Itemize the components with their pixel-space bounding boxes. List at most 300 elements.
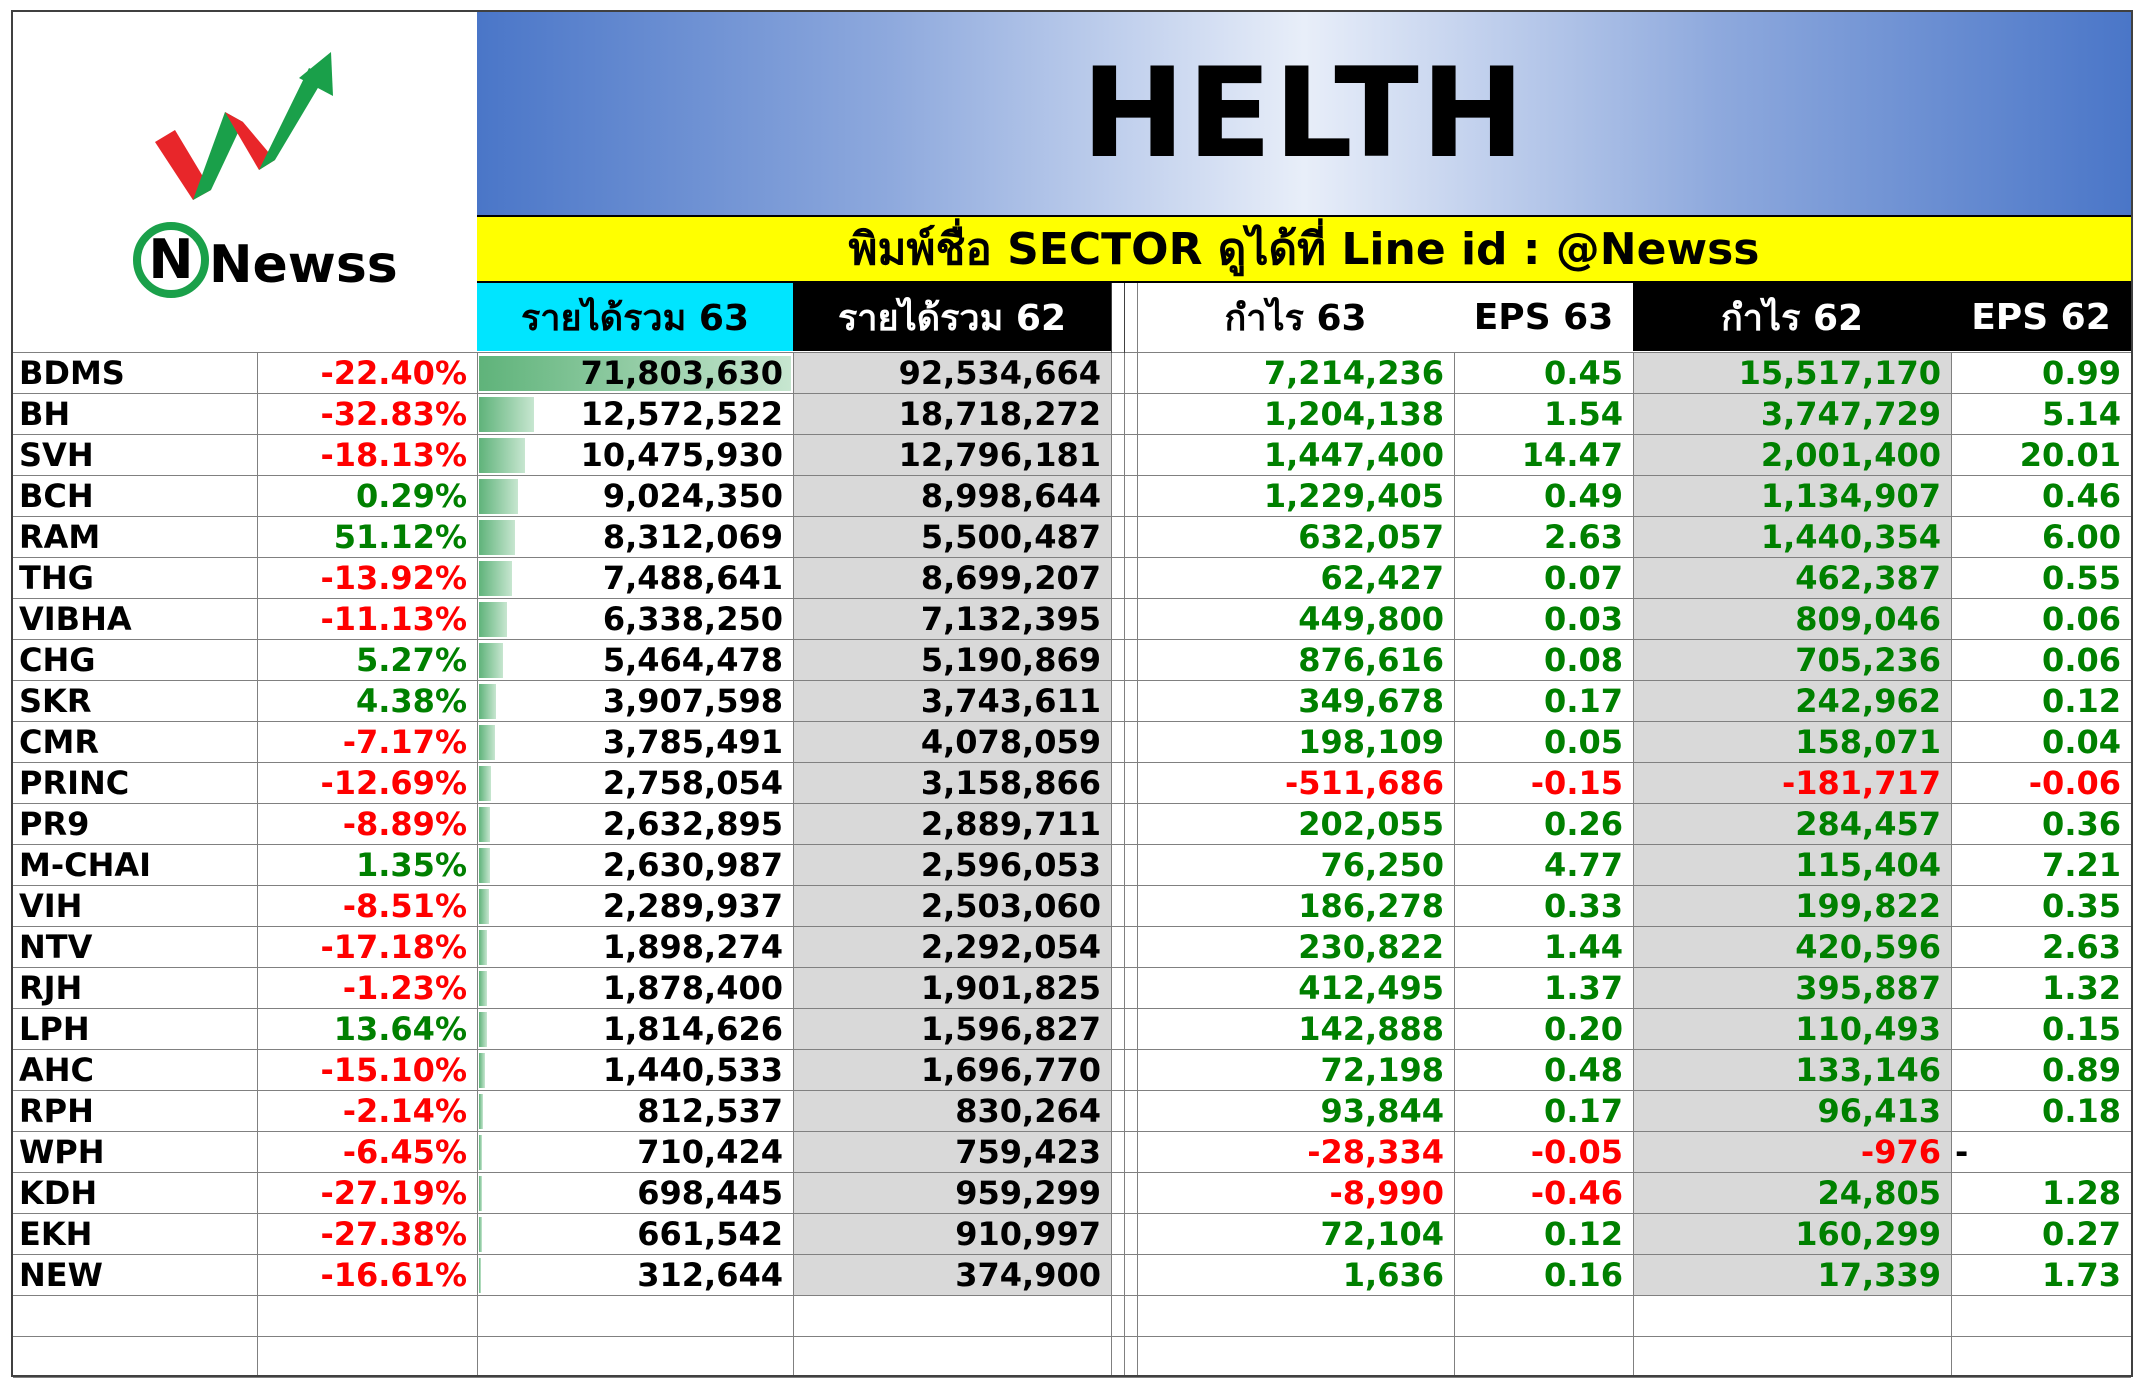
header-revenue-62: รายได้รวม 62	[793, 283, 1111, 351]
cell-rev63	[477, 476, 793, 517]
cell-eps63-value: 1.54	[1544, 395, 1623, 433]
cell-ticker	[13, 804, 257, 845]
grid-line-horizontal	[13, 393, 2131, 394]
cell-change	[257, 1009, 477, 1050]
cell-change	[257, 968, 477, 1009]
cell-eps63-value: 0.12	[1544, 1215, 1623, 1253]
cell-change	[257, 845, 477, 886]
cell-rev62-value: 8,998,644	[920, 477, 1101, 515]
cell-rev62-value: 7,132,395	[920, 600, 1101, 638]
cell-rev62-value: 3,158,866	[920, 764, 1101, 802]
cell-change-value: -11.13%	[320, 600, 467, 638]
cell-eps63-value: 4.77	[1544, 846, 1623, 884]
revenue-data-bar	[479, 479, 518, 514]
revenue-data-bar	[479, 889, 489, 924]
header-eps-62: EPS 62	[1951, 283, 2131, 351]
cell-ticker	[13, 1132, 257, 1173]
cell-rev63-value: 12,572,522	[580, 395, 783, 433]
cell-profit62-value: 158,071	[1795, 723, 1941, 761]
grid-line-horizontal	[13, 1172, 2131, 1173]
cell-rev62-value: 5,190,869	[920, 641, 1101, 679]
cell-profit63	[1137, 722, 1454, 763]
cell-profit62-value: 160,299	[1795, 1215, 1941, 1253]
cell-eps62	[1951, 1214, 2131, 1255]
subtitle-text: พิมพ์ชื่อ SECTOR ดูได้ที่ Line id : @Newss	[848, 224, 1760, 275]
cell-rev62	[793, 394, 1111, 435]
revenue-data-bar	[479, 930, 487, 965]
cell-ticker	[13, 640, 257, 681]
grid-line-horizontal	[13, 1254, 2131, 1255]
table-row	[13, 1009, 2131, 1050]
cell-profit63	[1137, 599, 1454, 640]
grid-line-horizontal	[13, 352, 2131, 353]
grid-line-vertical	[1454, 353, 1455, 1377]
cell-change-value: -13.92%	[320, 559, 467, 597]
cell-profit63	[1137, 476, 1454, 517]
cell-rev63	[477, 1009, 793, 1050]
cell-change	[257, 517, 477, 558]
cell-rev62	[793, 804, 1111, 845]
cell-change	[257, 804, 477, 845]
cell-ticker	[13, 1091, 257, 1132]
cell-change-value: 5.27%	[355, 641, 467, 679]
revenue-data-bar	[479, 725, 495, 760]
cell-rev62	[793, 435, 1111, 476]
table-row	[13, 722, 2131, 763]
cell-change-value: -16.61%	[320, 1256, 467, 1294]
cell-eps62-value: 0.36	[2042, 805, 2121, 843]
cell-profit63-value: 72,104	[1320, 1215, 1444, 1253]
cell-eps63	[1454, 476, 1633, 517]
cell-rev63-value: 2,289,937	[602, 887, 783, 925]
cell-eps62	[1951, 353, 2131, 394]
grid-line-separator	[1124, 283, 1125, 353]
cell-change	[257, 886, 477, 927]
cell-rev63	[477, 886, 793, 927]
cell-rev63-value: 6,338,250	[602, 600, 783, 638]
cell-profit62	[1633, 1091, 1951, 1132]
table-row	[13, 886, 2131, 927]
cell-profit62-value: 809,046	[1795, 600, 1941, 638]
cell-profit63-value: -28,334	[1307, 1133, 1444, 1171]
cell-eps62	[1951, 394, 2131, 435]
revenue-data-bar	[479, 971, 487, 1006]
cell-profit62	[1633, 763, 1951, 804]
cell-eps62-value: 1.28	[2042, 1174, 2121, 1212]
cell-rev63-value: 710,424	[637, 1133, 783, 1171]
cell-profit62	[1633, 804, 1951, 845]
grid-line-horizontal	[13, 557, 2131, 558]
cell-rev62	[793, 1009, 1111, 1050]
table-row	[13, 1173, 2131, 1214]
cell-change	[257, 681, 477, 722]
cell-change-value: -6.45%	[342, 1133, 467, 1171]
cell-profit63	[1137, 845, 1454, 886]
grid-line-horizontal	[13, 1213, 2131, 1214]
table-row	[13, 804, 2131, 845]
cell-profit62-value: 17,339	[1817, 1256, 1941, 1294]
cell-ticker-value: PRINC	[19, 764, 130, 802]
cell-rev62	[793, 1214, 1111, 1255]
cell-rev62	[793, 353, 1111, 394]
newss-logo	[13, 12, 477, 348]
grid-line-vertical	[1137, 283, 1138, 1377]
cell-ticker	[13, 599, 257, 640]
cell-eps63-value: 0.03	[1544, 600, 1623, 638]
grid-line-horizontal	[13, 516, 2131, 517]
cell-profit63	[1137, 1132, 1454, 1173]
cell-eps62	[1951, 804, 2131, 845]
cell-rev62-value: 2,596,053	[920, 846, 1101, 884]
cell-eps62	[1951, 599, 2131, 640]
cell-change	[257, 763, 477, 804]
cell-eps63	[1454, 558, 1633, 599]
cell-ticker-value: PR9	[19, 805, 90, 843]
cell-profit62-value: 242,962	[1795, 682, 1941, 720]
header-revenue-63: รายได้รวม 63	[477, 283, 793, 351]
cell-rev62	[793, 1091, 1111, 1132]
cell-rev63	[477, 599, 793, 640]
cell-profit62	[1633, 640, 1951, 681]
cell-profit63	[1137, 640, 1454, 681]
cell-eps62-value: 7.21	[2042, 846, 2121, 884]
cell-eps63	[1454, 394, 1633, 435]
revenue-data-bar	[479, 1176, 482, 1211]
cell-profit62	[1633, 927, 1951, 968]
cell-rev63-value: 2,758,054	[602, 764, 783, 802]
cell-profit62-value: 96,413	[1817, 1092, 1941, 1130]
cell-profit62-value: 15,517,170	[1738, 354, 1941, 392]
cell-change	[257, 558, 477, 599]
table-row	[13, 599, 2131, 640]
cell-rev62-value: 1,901,825	[920, 969, 1101, 1007]
cell-profit63-value: 142,888	[1298, 1010, 1444, 1048]
cell-profit62-value: 284,457	[1795, 805, 1941, 843]
revenue-data-bar	[479, 1135, 482, 1170]
cell-change	[257, 1173, 477, 1214]
table-row	[13, 476, 2131, 517]
cell-profit63-value: -8,990	[1329, 1174, 1444, 1212]
cell-ticker-value: RPH	[19, 1092, 94, 1130]
cell-ticker	[13, 435, 257, 476]
cell-eps62-value: 1.73	[2042, 1256, 2121, 1294]
revenue-data-bar	[479, 1217, 482, 1252]
cell-eps62	[1951, 517, 2131, 558]
cell-eps63	[1454, 804, 1633, 845]
cell-rev62	[793, 1050, 1111, 1091]
cell-eps63	[1454, 845, 1633, 886]
cell-profit63	[1137, 1050, 1454, 1091]
cell-eps62	[1951, 1050, 2131, 1091]
cell-profit62-value: 110,493	[1795, 1010, 1941, 1048]
cell-profit62-value: 1,440,354	[1760, 518, 1941, 556]
cell-rev63-value: 2,630,987	[602, 846, 783, 884]
cell-eps63	[1454, 435, 1633, 476]
cell-rev62	[793, 1255, 1111, 1296]
cell-rev63	[477, 845, 793, 886]
cell-change	[257, 599, 477, 640]
cell-profit62	[1633, 886, 1951, 927]
table-row	[13, 558, 2131, 599]
cell-eps62-value: 0.04	[2042, 723, 2121, 761]
cell-eps62-value: 0.06	[2042, 641, 2121, 679]
cell-ticker-value: M-CHAI	[19, 846, 152, 884]
cell-rev62	[793, 517, 1111, 558]
cell-profit63-value: 1,636	[1342, 1256, 1444, 1294]
grid-line-horizontal	[13, 926, 2131, 927]
cell-profit62-value: 1,134,907	[1760, 477, 1941, 515]
cell-rev62-value: 2,503,060	[920, 887, 1101, 925]
cell-rev62-value: 2,292,054	[920, 928, 1101, 966]
cell-eps63-value: 0.16	[1544, 1256, 1623, 1294]
cell-rev62-value: 12,796,181	[898, 436, 1101, 474]
cell-rev62-value: 8,699,207	[920, 559, 1101, 597]
cell-rev62	[793, 476, 1111, 517]
cell-profit62	[1633, 353, 1951, 394]
cell-rev62	[793, 763, 1111, 804]
cell-eps63-value: 14.47	[1521, 436, 1623, 474]
cell-change	[257, 1132, 477, 1173]
cell-change	[257, 1214, 477, 1255]
cell-change	[257, 394, 477, 435]
cell-ticker-value: CHG	[19, 641, 96, 679]
cell-rev62-value: 1,596,827	[920, 1010, 1101, 1048]
cell-eps62-value: 0.18	[2042, 1092, 2121, 1130]
cell-change-value: -1.23%	[342, 969, 467, 1007]
cell-eps63-value: 0.05	[1544, 723, 1623, 761]
cell-profit62	[1633, 968, 1951, 1009]
grid-line-horizontal	[13, 1295, 2131, 1296]
cell-eps62	[1951, 845, 2131, 886]
cell-ticker	[13, 394, 257, 435]
revenue-data-bar	[479, 397, 534, 432]
cell-eps62	[1951, 968, 2131, 1009]
cell-change-value: -2.14%	[342, 1092, 467, 1130]
cell-profit63	[1137, 1214, 1454, 1255]
cell-rev62-value: 910,997	[955, 1215, 1101, 1253]
cell-eps62-value: 0.12	[2042, 682, 2121, 720]
cell-rev63	[477, 1132, 793, 1173]
cell-eps63-value: 0.07	[1544, 559, 1623, 597]
logo-n-letter: N	[148, 228, 194, 291]
revenue-data-bar	[479, 848, 490, 883]
cell-profit63	[1137, 1173, 1454, 1214]
cell-change-value: 1.35%	[355, 846, 467, 884]
cell-profit63-value: 632,057	[1298, 518, 1444, 556]
cell-eps62	[1951, 558, 2131, 599]
cell-profit63-value: 1,447,400	[1263, 436, 1444, 474]
cell-profit63	[1137, 394, 1454, 435]
cell-profit63	[1137, 353, 1454, 394]
cell-eps63-value: 0.33	[1544, 887, 1623, 925]
cell-profit62-value: 115,404	[1795, 846, 1941, 884]
table-row	[13, 845, 2131, 886]
cell-eps62-value: -0.06	[2028, 764, 2121, 802]
revenue-data-bar	[479, 602, 507, 637]
grid-line-horizontal	[13, 680, 2131, 681]
cell-profit62	[1633, 1255, 1951, 1296]
grid-line-horizontal	[13, 803, 2131, 804]
cell-profit62	[1633, 394, 1951, 435]
cell-rev63-value: 8,312,069	[602, 518, 783, 556]
cell-ticker-value: BH	[19, 395, 71, 433]
table-row	[13, 763, 2131, 804]
subtitle-banner	[477, 215, 2131, 283]
cell-profit62-value: 2,001,400	[1760, 436, 1941, 474]
cell-rev63-value: 1,814,626	[602, 1010, 783, 1048]
grid-line-horizontal	[13, 1336, 2131, 1337]
cell-ticker-value: EKH	[19, 1215, 93, 1253]
cell-rev63	[477, 353, 793, 394]
table-row	[13, 1091, 2131, 1132]
cell-eps62	[1951, 886, 2131, 927]
cell-rev63-value: 661,542	[637, 1215, 783, 1253]
cell-ticker	[13, 1255, 257, 1296]
cell-profit63-value: 349,678	[1298, 682, 1444, 720]
cell-eps62	[1951, 476, 2131, 517]
cell-change-value: -17.18%	[320, 928, 467, 966]
cell-ticker	[13, 1173, 257, 1214]
cell-rev63-value: 312,644	[637, 1256, 783, 1294]
cell-eps63	[1454, 640, 1633, 681]
cell-profit62-value: 133,146	[1795, 1051, 1941, 1089]
cell-change-value: 4.38%	[355, 682, 467, 720]
cell-ticker-value: RAM	[19, 518, 101, 556]
cell-eps63	[1454, 353, 1633, 394]
sector-banner	[477, 12, 2131, 215]
cell-eps63	[1454, 1132, 1633, 1173]
revenue-data-bar	[479, 438, 525, 473]
cell-ticker-value: THG	[19, 559, 94, 597]
cell-ticker-value: SKR	[19, 682, 92, 720]
cell-eps62-value: 6.00	[2042, 518, 2121, 556]
grid-line-horizontal	[13, 1131, 2131, 1132]
header-profit-63: กำไร 63	[1137, 283, 1454, 351]
cell-rev62-value: 5,500,487	[920, 518, 1101, 556]
cell-profit62	[1633, 1050, 1951, 1091]
cell-ticker	[13, 927, 257, 968]
table-row	[13, 1050, 2131, 1091]
cell-change	[257, 435, 477, 476]
cell-ticker	[13, 558, 257, 599]
cell-eps62	[1951, 1009, 2131, 1050]
cell-ticker-value: RJH	[19, 969, 83, 1007]
grid-line-horizontal	[13, 762, 2131, 763]
grid-line-horizontal	[13, 639, 2131, 640]
cell-rev62-value: 3,743,611	[920, 682, 1101, 720]
revenue-data-bar	[479, 1258, 481, 1293]
cell-eps63	[1454, 1050, 1633, 1091]
cell-profit63-value: 72,198	[1320, 1051, 1444, 1089]
table-row	[13, 435, 2131, 476]
cell-profit63-value: 198,109	[1298, 723, 1444, 761]
cell-profit62-value: -976	[1860, 1133, 1941, 1171]
grid-line-vertical	[477, 353, 478, 1377]
cell-profit62-value: -181,717	[1781, 764, 1941, 802]
cell-eps63	[1454, 722, 1633, 763]
table-row	[13, 1255, 2131, 1296]
cell-rev63	[477, 968, 793, 1009]
cell-profit63	[1137, 1255, 1454, 1296]
grid-line-horizontal	[13, 1090, 2131, 1091]
cell-ticker-value: WPH	[19, 1133, 105, 1171]
cell-profit62	[1633, 1173, 1951, 1214]
table-row	[13, 1132, 2131, 1173]
cell-profit63	[1137, 517, 1454, 558]
table-row	[13, 517, 2131, 558]
cell-profit63-value: 412,495	[1298, 969, 1444, 1007]
cell-profit62-value: 199,822	[1795, 887, 1941, 925]
cell-profit63-value: 7,214,236	[1263, 354, 1444, 392]
cell-profit63	[1137, 886, 1454, 927]
cell-rev63	[477, 640, 793, 681]
grid-line-horizontal	[13, 967, 2131, 968]
cell-change	[257, 722, 477, 763]
cell-profit62-value: 462,387	[1795, 559, 1941, 597]
cell-eps62-value: 0.06	[2042, 600, 2121, 638]
cell-change	[257, 1255, 477, 1296]
cell-profit62-value: 705,236	[1795, 641, 1941, 679]
cell-eps62	[1951, 1091, 2131, 1132]
revenue-data-bar	[479, 807, 490, 842]
cell-profit62	[1633, 435, 1951, 476]
cell-ticker-value: KDH	[19, 1174, 98, 1212]
grid-line-vertical	[1111, 283, 1112, 1377]
revenue-data-bar	[479, 520, 515, 555]
cell-profit62	[1633, 722, 1951, 763]
cell-profit63-value: 449,800	[1298, 600, 1444, 638]
cell-rev62	[793, 886, 1111, 927]
cell-ticker-value: NTV	[19, 928, 93, 966]
cell-rev63	[477, 763, 793, 804]
cell-rev62	[793, 681, 1111, 722]
revenue-data-bar	[479, 1012, 487, 1047]
cell-eps63-value: 0.08	[1544, 641, 1623, 679]
cell-eps62	[1951, 681, 2131, 722]
cell-eps62	[1951, 1132, 2131, 1173]
cell-ticker-value: VIH	[19, 887, 83, 925]
cell-rev62	[793, 845, 1111, 886]
sector-title: HELTH	[1081, 41, 1527, 186]
cell-eps62-value: 20.01	[2019, 436, 2121, 474]
cell-change-value: -12.69%	[320, 764, 467, 802]
cell-eps63-value: 0.48	[1544, 1051, 1623, 1089]
revenue-data-bar	[479, 766, 491, 801]
cell-ticker	[13, 1214, 257, 1255]
cell-eps63	[1454, 599, 1633, 640]
cell-rev63	[477, 1214, 793, 1255]
table-row	[13, 640, 2131, 681]
cell-eps63	[1454, 763, 1633, 804]
cell-eps63-value: 0.45	[1544, 354, 1623, 392]
cell-ticker	[13, 968, 257, 1009]
grid-line-horizontal	[13, 475, 2131, 476]
cell-eps63	[1454, 927, 1633, 968]
cell-profit62	[1633, 845, 1951, 886]
cell-profit62	[1633, 1009, 1951, 1050]
grid-line-horizontal	[13, 1008, 2131, 1009]
cell-rev62	[793, 640, 1111, 681]
revenue-data-bar	[479, 1053, 485, 1088]
revenue-data-bar	[479, 1094, 483, 1129]
cell-profit62-value: 420,596	[1795, 928, 1941, 966]
cell-profit62-value: 3,747,729	[1760, 395, 1941, 433]
logo-area	[13, 12, 477, 348]
cell-rev63-value: 698,445	[637, 1174, 783, 1212]
cell-profit63	[1137, 1009, 1454, 1050]
cell-eps62	[1951, 435, 2131, 476]
cell-eps63-value: -0.46	[1530, 1174, 1623, 1212]
